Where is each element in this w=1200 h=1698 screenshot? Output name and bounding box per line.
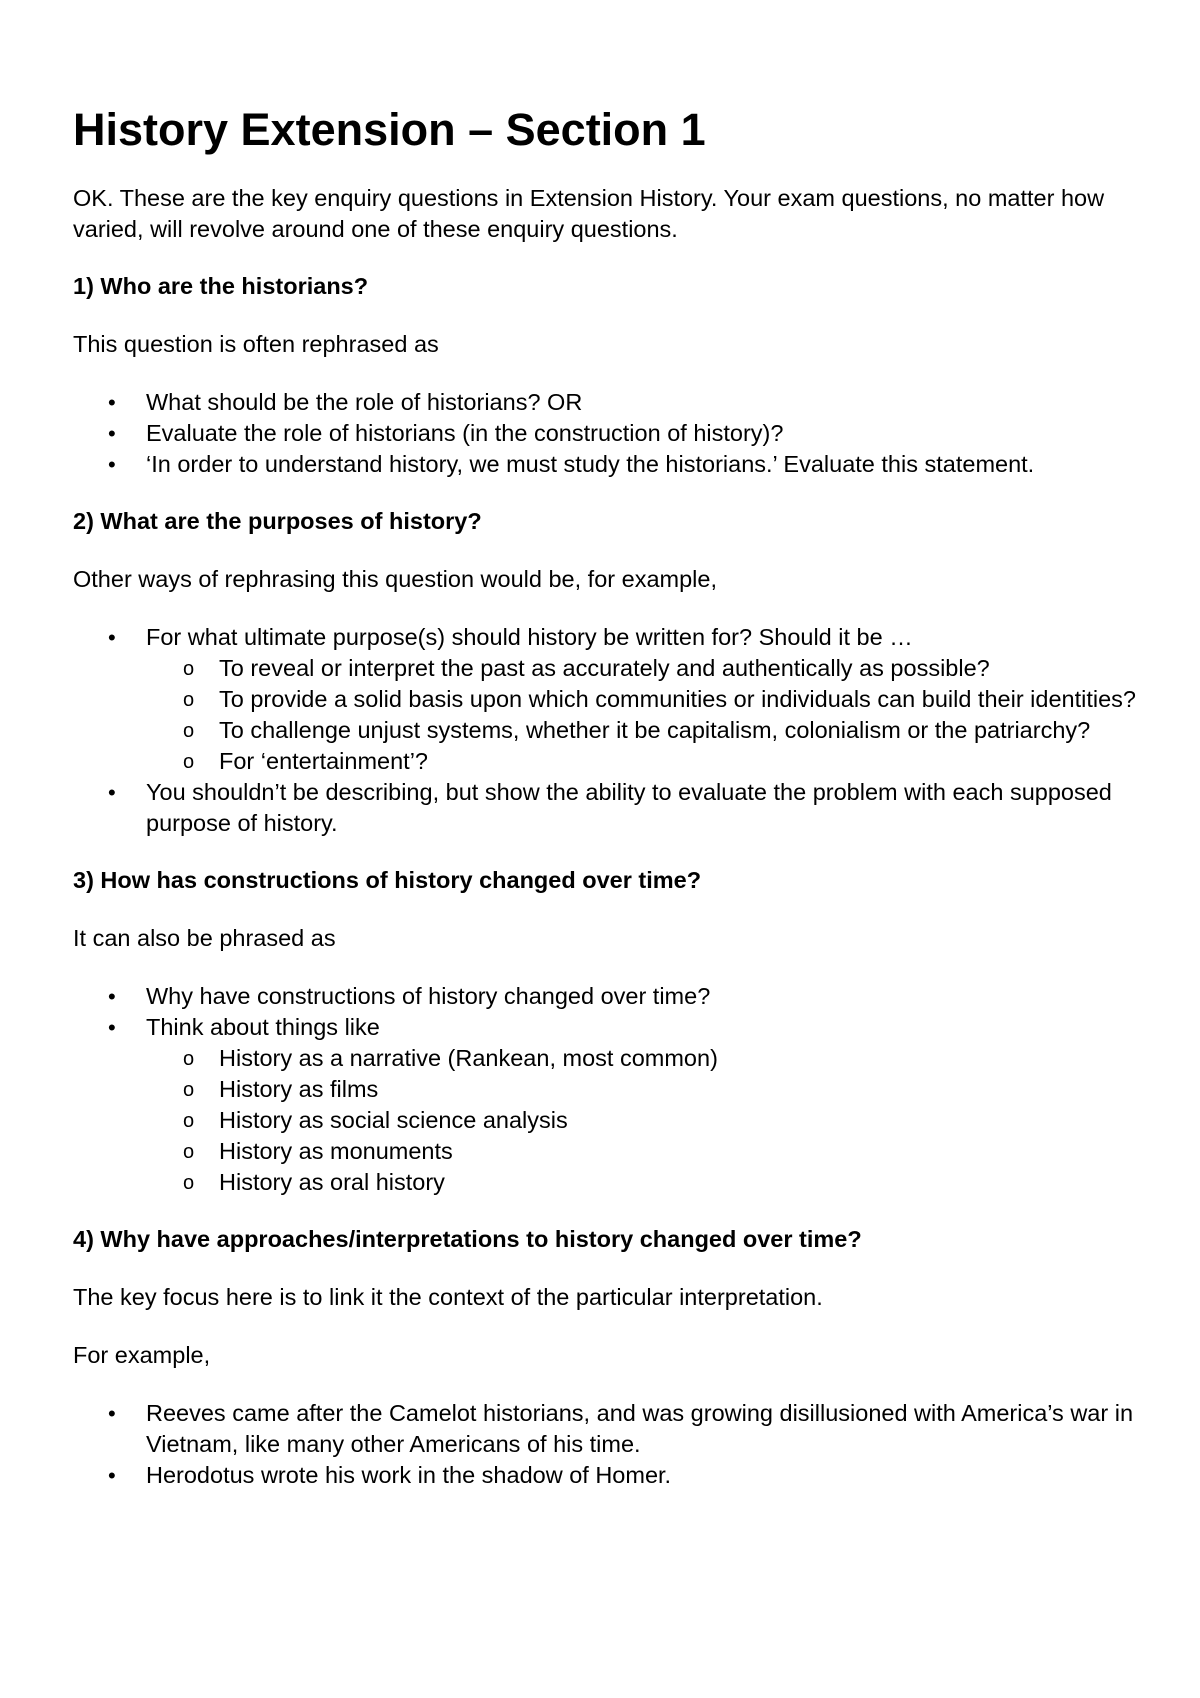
sub-list-item — [73, 684, 1140, 715]
list-item — [73, 1012, 1140, 1043]
sub-list-item-text: History as social science analysis — [219, 1107, 568, 1133]
list-item-text: You shouldn’t be describing, but show the ability to evaluate the problem with each supposed purpose of history. — [146, 779, 1112, 836]
sub-list-item — [73, 746, 1140, 777]
list-item-text: For what ultimate purpose(s) should history be written for? Should it be … — [146, 624, 913, 650]
question-3-lead: It can also be phrased as — [73, 925, 336, 951]
list-item-text: Why have constructions of history changed over time? — [146, 983, 711, 1009]
bullet-mark: • — [108, 1015, 116, 1040]
bullet-mark: • — [108, 390, 116, 415]
bullet-mark: • — [108, 1463, 116, 1488]
sub-list-item — [73, 653, 1140, 684]
sub-list-item-text: History as monuments — [219, 1138, 453, 1164]
list-item — [73, 449, 1140, 480]
bullet-mark: • — [108, 625, 116, 650]
question-4-list — [73, 1398, 1140, 1491]
sub-list-item-text: To challenge unjust systems, whether it be capitalism, colonialism or the patriarchy? — [219, 717, 1091, 743]
page-title: History Extension – Section 1 — [73, 104, 706, 155]
sub-list-item — [73, 1074, 1140, 1105]
sub-list-item — [73, 715, 1140, 746]
sub-list-item-text: History as films — [219, 1076, 379, 1102]
bullet-mark: • — [108, 1401, 116, 1426]
sub-list-item-text: To provide a solid basis upon which communities or individuals can build their identities? — [219, 686, 1136, 712]
intro-paragraph: OK. These are the key enquiry questions in Extension History. Your exam questions, no matter how varied, will revolve around one of these enquiry questions. — [73, 185, 1105, 242]
list-item — [73, 387, 1140, 418]
sub-list-item-text: To reveal or interpret the past as accurately and authentically as possible? — [219, 655, 990, 681]
sub-list-item — [73, 1136, 1140, 1167]
sub-bullet-mark: o — [183, 751, 195, 773]
sub-list-item — [73, 1105, 1140, 1136]
question-3-list — [73, 981, 1140, 1198]
list-item-text: ‘In order to understand history, we must study the historians.’ Evaluate this statement. — [146, 451, 1035, 477]
sub-list-item-text: History as a narrative (Rankean, most common) — [219, 1045, 718, 1071]
sub-list-item-text: History as oral history — [219, 1169, 445, 1195]
list-item — [73, 418, 1140, 449]
sub-bullet-mark: o — [183, 1079, 195, 1101]
sub-list-item-text: For ‘entertainment’? — [219, 748, 428, 774]
sub-bullet-mark: o — [183, 1048, 195, 1070]
sub-bullet-mark: o — [183, 1141, 195, 1163]
list-item-text: Evaluate the role of historians (in the construction of history)? — [146, 420, 784, 446]
list-item-text: Reeves came after the Camelot historians, and was growing disillusioned with America’s war in Vietnam, like many other Americans of his time. — [146, 1400, 1134, 1457]
sub-bullet-mark: o — [183, 658, 195, 680]
question-1-heading: 1) Who are the historians? — [73, 273, 369, 299]
list-item-text: Herodotus wrote his work in the shadow of Homer. — [146, 1462, 672, 1488]
list-item — [73, 1398, 1140, 1460]
bullet-mark: • — [108, 984, 116, 1009]
question-4-heading: 4) Why have approaches/interpretations to history changed over time? — [73, 1226, 862, 1252]
question-2-lead: Other ways of rephrasing this question would be, for example, — [73, 566, 717, 592]
question-3-heading: 3) How has constructions of history changed over time? — [73, 867, 702, 893]
bullet-mark: • — [108, 421, 116, 446]
sub-list-item — [73, 1167, 1140, 1198]
question-1-list — [73, 387, 1140, 480]
sub-list-item — [73, 1043, 1140, 1074]
sub-bullet-mark: o — [183, 1110, 195, 1132]
bullet-mark: • — [108, 780, 116, 805]
list-item-text: What should be the role of historians? OR — [146, 389, 583, 415]
list-item — [73, 622, 1140, 653]
list-item-text: Think about things like — [146, 1014, 380, 1040]
question-4-example-label: For example, — [73, 1342, 211, 1368]
list-item — [73, 1460, 1140, 1491]
question-2-heading: 2) What are the purposes of history? — [73, 508, 482, 534]
sub-bullet-mark: o — [183, 689, 195, 711]
list-item — [73, 777, 1140, 839]
sub-bullet-mark: o — [183, 720, 195, 742]
list-item — [73, 981, 1140, 1012]
bullet-mark: • — [108, 452, 116, 477]
question-4-lead: The key focus here is to link it the context of the particular interpretation. — [73, 1284, 823, 1310]
sub-bullet-mark: o — [183, 1172, 195, 1194]
question-1-lead: This question is often rephrased as — [73, 331, 439, 357]
question-2-list — [73, 622, 1140, 839]
